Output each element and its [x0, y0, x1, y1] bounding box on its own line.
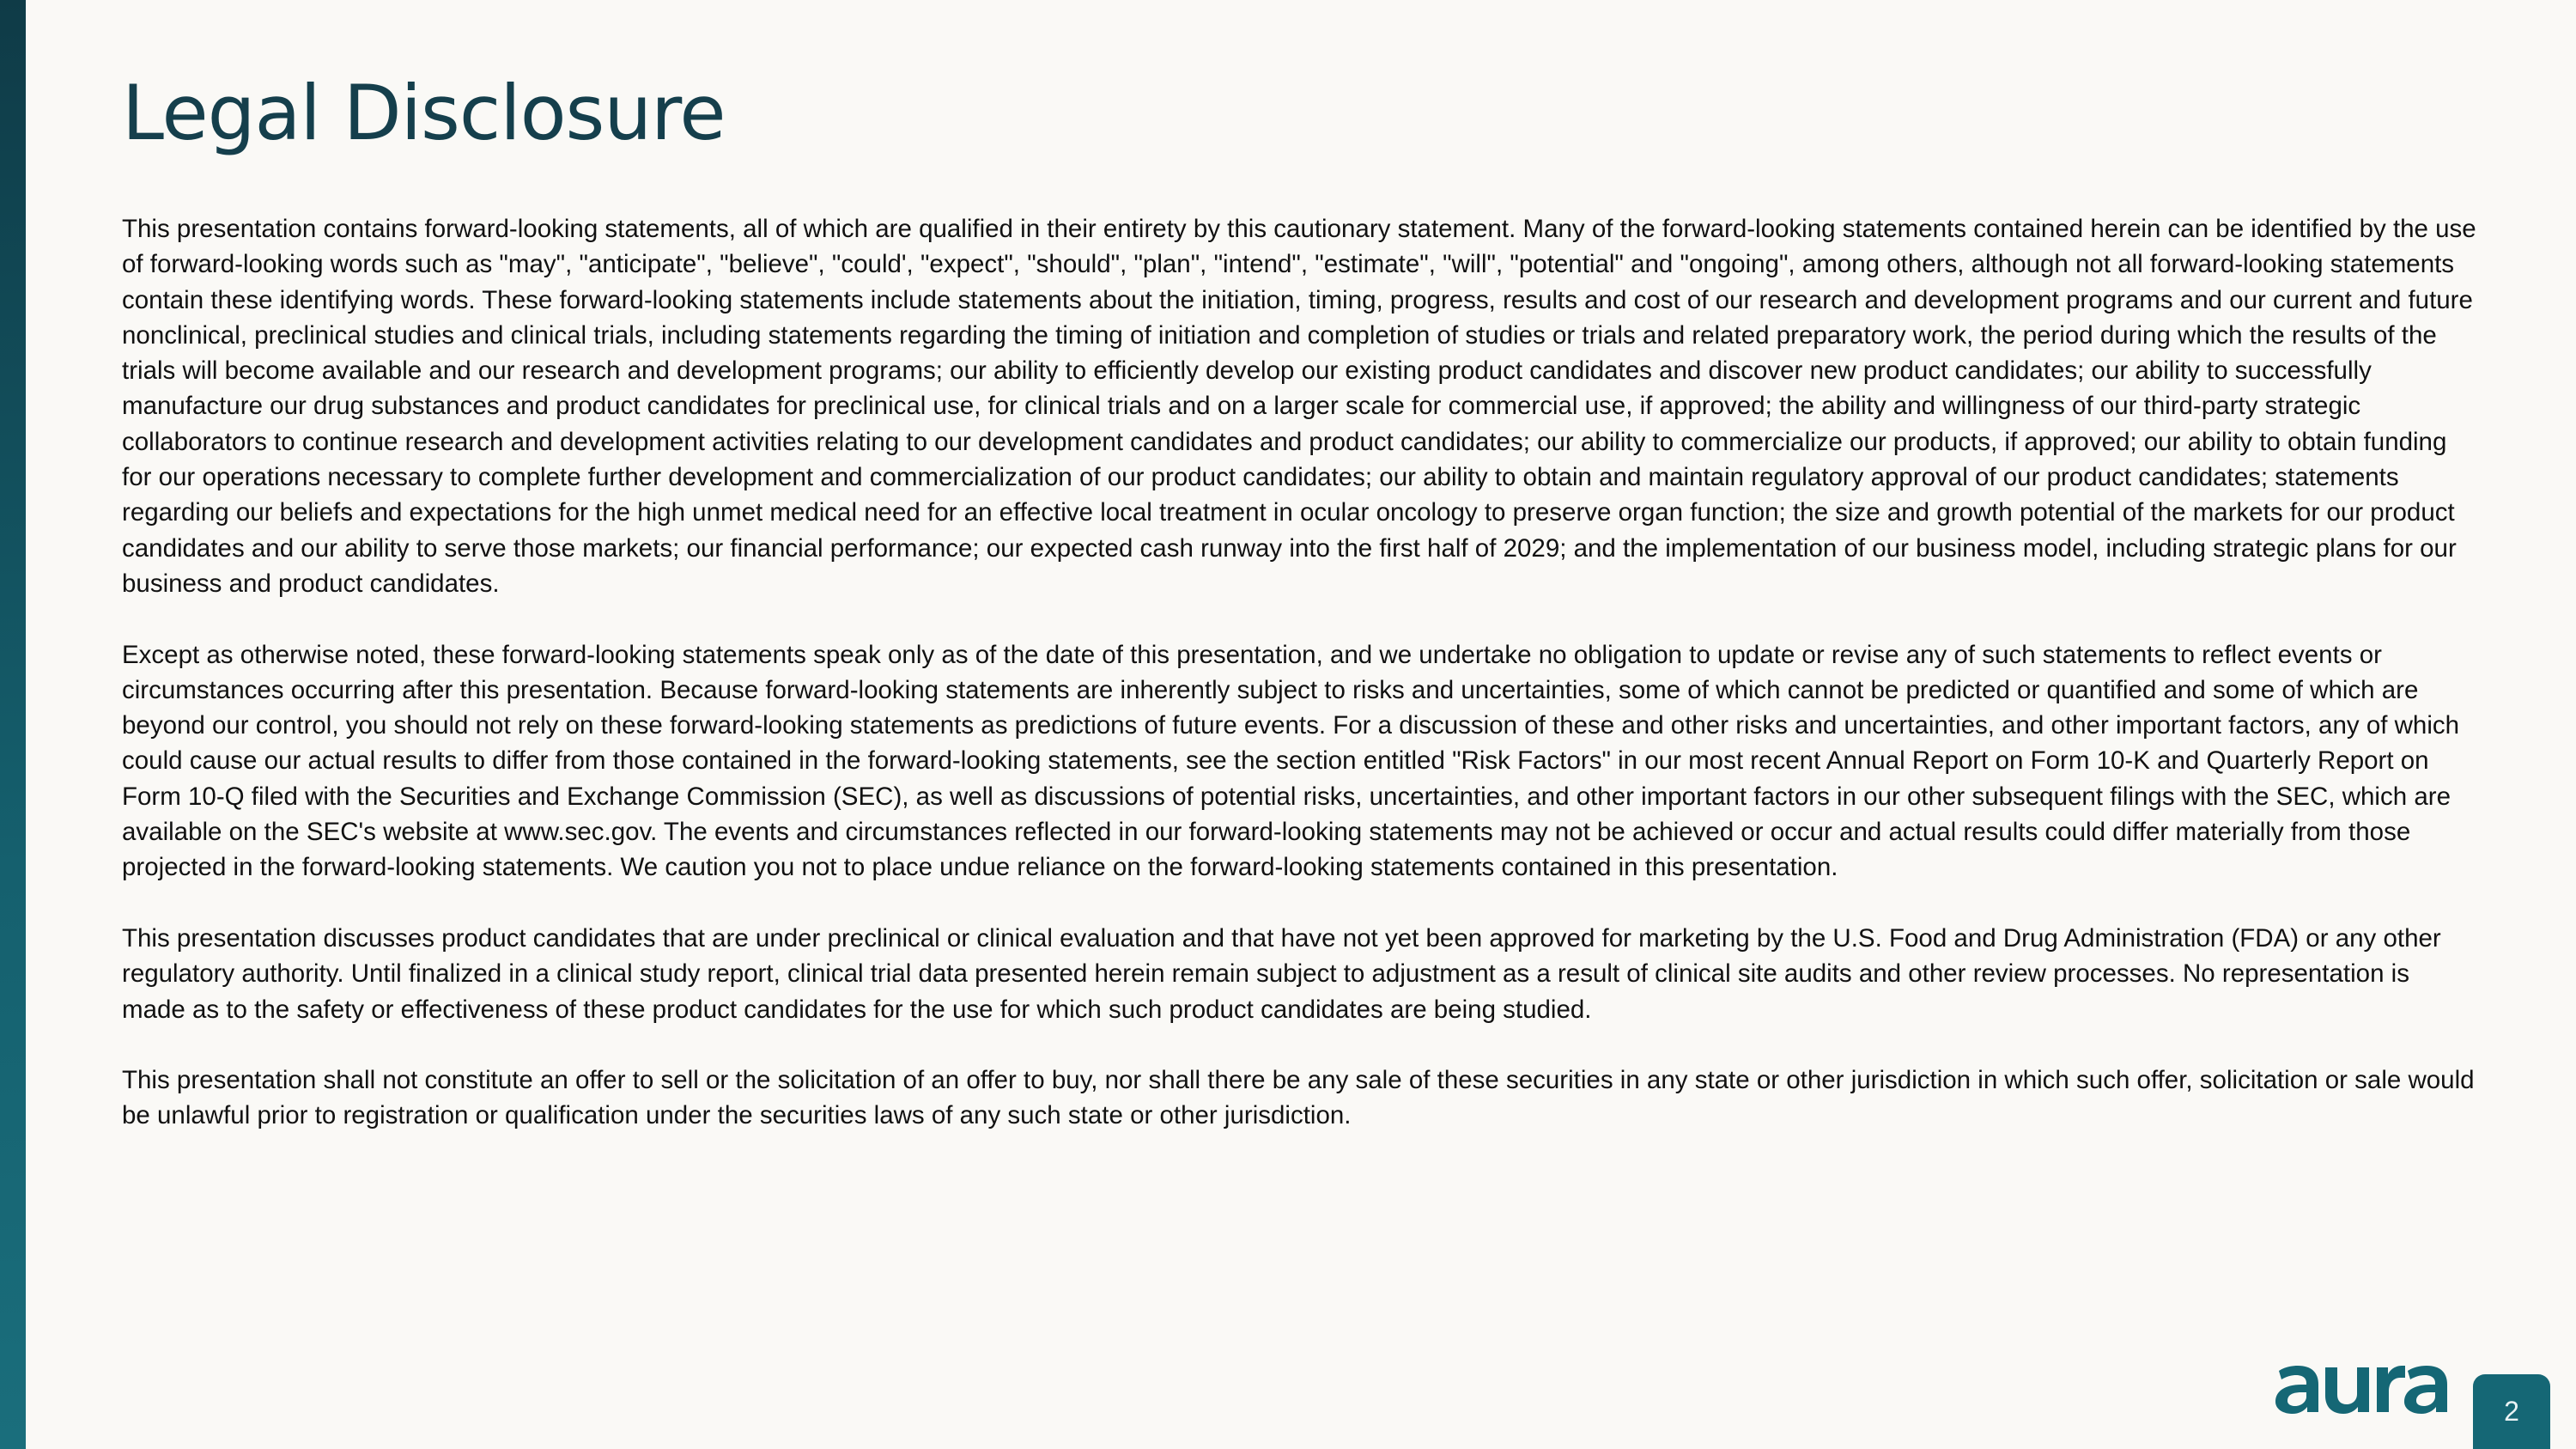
left-accent-bar [0, 0, 26, 1449]
disclosure-body [122, 211, 2479, 1169]
page-number-badge [2473, 1374, 2550, 1449]
disclosure-paragraph-product-candidates: This presentation discusses product candidates that are under preclinical or clinical evaluation and that have not yet been approved for marketing by the U.S. Food and Drug Administration (FDA) or any other regulatory authority. Until finalized in a clinical study report, clinical trial data presented herein remain subject to adjustment as a result of clinical site audits and other review processes. No representation is made as to the safety or effectiveness of these product candidates for the use for which such product candidates are being studied. [122, 923, 2441, 1024]
disclosure-paragraph-no-offer: This presentation shall not constitute an offer to sell or the solicitation of an offer to buy, nor shall there be any sale of these securities in any state or other jurisdiction in which such offer, solicitation or sale would be unlawful prior to registration or qualification under the securities laws of any such state or other jurisdiction. [122, 1066, 2475, 1130]
aura-logo [2274, 1359, 2449, 1422]
disclosure-paragraph-obligation: Except as otherwise noted, these forward-looking statements speak only as of the date of this presentation, and we undertake no obligation to update or revise any of such statements to reflect events or circumstances occurring after this presentation. Because forward-looking statements are inherently subject to risks and uncertainties, some of which cannot be predicted or quantified and some of which are beyond our control, you should not rely on these forward-looking statements as predictions of future events. For a discussion of these and other risks and uncertainties, and other important factors, any of which could cause our actual results to differ from those contained in the forward-looking statements, see the section entitled "Risk Factors" in our most recent Annual Report on Form 10-K and Quarterly Report on Form 10-Q filed with the Securities and Exchange Commission (SEC), as well as discussions of potential risks, uncertainties, and other important factors in our other subsequent filings with the SEC, which are available on the SEC's website at www.sec.gov. The events and circumstances reflected in our forward-looking statements may not be achieved or occur and actual results could differ materially from those projected in the forward-looking statements. We caution you not to place undue reliance on the forward-looking statements contained in this presentation. [122, 640, 2460, 882]
aura-logo-wordmark [2275, 1366, 2447, 1414]
disclosure-paragraph-forward-looking: This presentation contains forward-looking statements, all of which are qualified in their entirety by this cautionary statement. Many of the forward-looking statements contained herein can be identified by the use of forward-looking words such as "may", "anticipate", "believe", "could', "expect", "should", "plan", "intend", "estimate", "will", "potential" and "ongoing", among others, although not all forward-looking statements contain these identifying words. These forward-looking statements include statements about the initiation, timing, progress, results and cost of our research and development programs and our current and future nonclinical, preclinical studies and clinical trials, including statements regarding the timing of initiation and completion of studies or trials and related preparatory work, the period during which the results of the trials will become available and our research and development programs; our ability to efficiently develop our existing product candidates and discover new product candidates; our ability to successfully manufacture our drug substances and product candidates for preclinical use, for clinical trials and on a larger scale for commercial use, if approved; the ability and willingness of our third-party strategic collaborators to continue research and development activities relating to our development candidates and product candidates; our ability to commercialize our products, if approved; our ability to obtain funding for our operations necessary to complete further development and commercialization of our product candidates; our ability to obtain and maintain regulatory approval of our product candidates; statements regarding our beliefs and expectations for the high unmet medical need for an effective local treatment in ocular oncology to preserve organ function; the size and growth potential of the markets for our product candidates and our ability to serve those markets; our financial performance; our expected cash runway into the first half of 2029; and the implementation of our business model, including strategic plans for our business and product candidates. [122, 215, 2476, 598]
page-number: 2 [2504, 1396, 2519, 1427]
page-title: Legal Disclosure [122, 69, 726, 157]
